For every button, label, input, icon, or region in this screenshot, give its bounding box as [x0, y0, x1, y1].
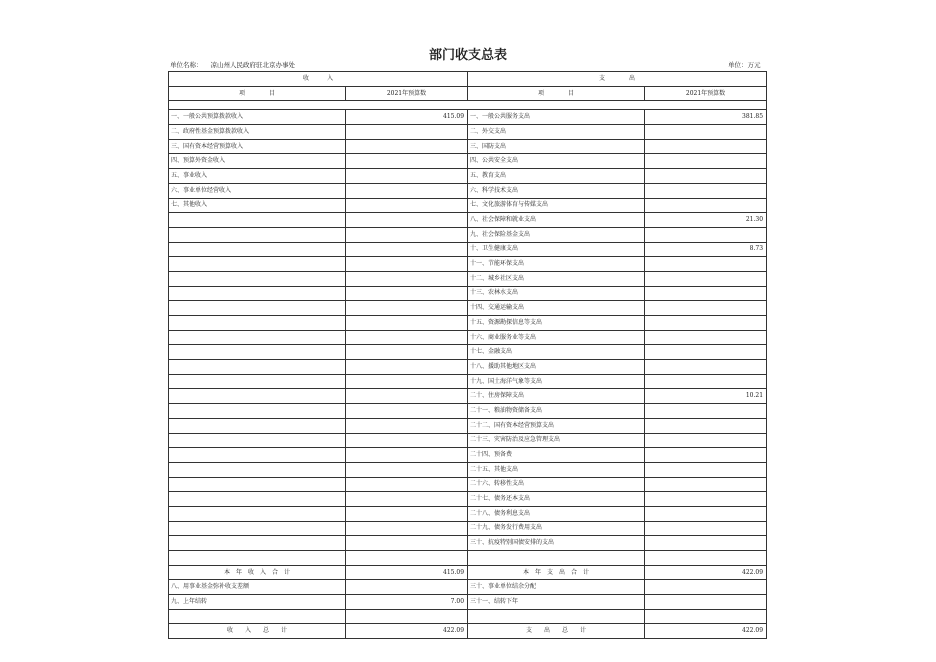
income-item-cell: 三、国有资本经营预算收入 [169, 139, 346, 154]
expense-item-cell: 八、社会保障和就业支出 [468, 213, 645, 228]
income-value-cell [346, 183, 468, 198]
table-row [169, 301, 767, 316]
income-value-cell [346, 213, 468, 228]
expense-value-cell: 381.85 [645, 110, 767, 125]
expense-item-cell: 十一、节能环保支出 [468, 257, 645, 272]
expense-value-cell [645, 183, 767, 198]
income-item-cell [169, 242, 346, 257]
income-item-cell [169, 448, 346, 463]
expense-value-cell [645, 580, 767, 595]
expense-item-cell: 二十一、粮油物资储备支出 [468, 404, 645, 419]
expense-value-cell [645, 271, 767, 286]
income-item-cell [169, 536, 346, 551]
expense-item-cell: 三十、抗疫特别国债安排的支出 [468, 536, 645, 551]
table-row [169, 227, 767, 242]
expense-item-cell [468, 551, 645, 566]
expense-value-cell [645, 316, 767, 331]
table-row [169, 345, 767, 360]
expense-item-cell: 十七、金融支出 [468, 345, 645, 360]
income-item-cell [169, 521, 346, 536]
expense-value-cell [645, 154, 767, 169]
unit-measure: 单位：万元 [728, 61, 761, 69]
expense-item-cell [468, 609, 645, 624]
unit-name-value: 凉山州人民政府驻北京办事处 [210, 61, 295, 69]
table-row [169, 492, 767, 507]
income-item-cell [169, 271, 346, 286]
income-value-cell [346, 227, 468, 242]
income-value-cell [346, 521, 468, 536]
income-item-cell: 九、上年结转 [169, 595, 346, 610]
expense-value-cell: 10.21 [645, 389, 767, 404]
header-income: 收 入 [169, 72, 468, 87]
expense-total-label: 支 出 总 计 [468, 624, 645, 639]
expense-item-cell: 二、外交支出 [468, 125, 645, 140]
income-value-cell [346, 506, 468, 521]
expense-item-cell: 一、一般公共服务支出 [468, 110, 645, 125]
expense-value-cell [645, 609, 767, 624]
budget-table [168, 71, 767, 639]
page-title: 部门收支总表 [428, 48, 507, 63]
expense-item-cell: 三、国防支出 [468, 139, 645, 154]
income-value-cell [346, 154, 468, 169]
table-row [169, 433, 767, 448]
table-row [169, 271, 767, 286]
income-value-cell [346, 139, 468, 154]
income-item-cell [169, 286, 346, 301]
expense-value-cell [645, 506, 767, 521]
income-item-cell [169, 389, 346, 404]
income-value-cell [346, 448, 468, 463]
income-item-cell [169, 227, 346, 242]
income-value-cell [346, 169, 468, 184]
table-row [169, 183, 767, 198]
expense-value-cell [645, 227, 767, 242]
income-value-cell [346, 433, 468, 448]
expense-value-cell: 8.73 [645, 242, 767, 257]
table-row [169, 551, 767, 566]
table-row [169, 154, 767, 169]
expense-item-cell: 五、教育支出 [468, 169, 645, 184]
income-item-cell: 一、一般公共预算拨款收入 [169, 110, 346, 125]
expense-value-cell [645, 521, 767, 536]
expense-value-cell [645, 404, 767, 419]
income-value-cell [346, 316, 468, 331]
expense-item-cell: 二十三、灾害防治及应急管理支出 [468, 433, 645, 448]
table-row [169, 125, 767, 140]
income-value-cell [346, 492, 468, 507]
expense-item-cell: 十五、资源勘探信息等支出 [468, 316, 645, 331]
expense-item-cell: 十九、国土海洋气象等支出 [468, 374, 645, 389]
income-item-cell: 五、事业收入 [169, 169, 346, 184]
income-item-cell [169, 213, 346, 228]
table-row [169, 462, 767, 477]
expense-total-label: 本 年 支 出 合 计 [468, 565, 645, 580]
income-value-cell [346, 330, 468, 345]
expense-item-cell: 十二、城乡社区支出 [468, 271, 645, 286]
income-value-cell [346, 418, 468, 433]
income-item-cell [169, 506, 346, 521]
income-item-cell [169, 374, 346, 389]
income-value-cell [346, 198, 468, 213]
expense-value-cell [645, 551, 767, 566]
spacer-row [169, 101, 767, 110]
table-row [169, 506, 767, 521]
income-value-cell [346, 301, 468, 316]
expense-item-cell: 六、科学技术支出 [468, 183, 645, 198]
subtotal-row [169, 565, 767, 580]
income-value-cell [346, 477, 468, 492]
expense-value-cell [645, 462, 767, 477]
table-row [169, 242, 767, 257]
expense-value-cell [645, 125, 767, 140]
expense-value-cell [645, 418, 767, 433]
expense-value-cell [645, 198, 767, 213]
table-row [169, 110, 767, 125]
income-value-cell: 7.00 [346, 595, 468, 610]
header-expense-budget: 2021年预算数 [645, 86, 767, 101]
grand-total-row [169, 624, 767, 639]
expense-value-cell [645, 301, 767, 316]
income-total-value: 422.09 [346, 624, 468, 639]
expense-value-cell [645, 536, 767, 551]
expense-value-cell [645, 595, 767, 610]
expense-value-cell [645, 477, 767, 492]
income-value-cell [346, 404, 468, 419]
expense-value-cell [645, 360, 767, 375]
expense-value-cell [645, 345, 767, 360]
income-item-cell [169, 433, 346, 448]
expense-item-cell: 二十七、债务还本支出 [468, 492, 645, 507]
income-value-cell: 415.09 [346, 110, 468, 125]
expense-item-cell: 九、社会保险基金支出 [468, 227, 645, 242]
income-item-cell [169, 462, 346, 477]
table-row [169, 595, 767, 610]
income-value-cell [346, 580, 468, 595]
table-row [169, 139, 767, 154]
income-item-cell [169, 330, 346, 345]
expense-item-cell: 二十、住房保障支出 [468, 389, 645, 404]
table-row [169, 213, 767, 228]
income-value-cell [346, 286, 468, 301]
expense-item-cell: 十四、交通运输支出 [468, 301, 645, 316]
expense-item-cell: 二十四、预备费 [468, 448, 645, 463]
income-value-cell [346, 551, 468, 566]
unit-name-line [170, 60, 295, 69]
header-expense: 支 出 [468, 72, 767, 87]
income-value-cell [346, 242, 468, 257]
table-row [169, 389, 767, 404]
expense-item-cell: 四、公共安全支出 [468, 154, 645, 169]
header-expense-item: 项 目 [468, 86, 645, 101]
income-value-cell [346, 125, 468, 140]
table-row [169, 169, 767, 184]
table-row [169, 477, 767, 492]
income-total-label: 本 年 收 入 合 计 [169, 565, 346, 580]
table-row [169, 316, 767, 331]
income-item-cell: 四、预算外资金收入 [169, 154, 346, 169]
income-item-cell [169, 609, 346, 624]
income-item-cell [169, 477, 346, 492]
income-item-cell [169, 551, 346, 566]
expense-item-cell: 三十一、结转下年 [468, 595, 645, 610]
expense-item-cell: 二十八、债务利息支出 [468, 506, 645, 521]
table-row [169, 198, 767, 213]
income-value-cell [346, 271, 468, 286]
table-row [169, 418, 767, 433]
expense-value-cell [645, 139, 767, 154]
income-item-cell: 七、其他收入 [169, 198, 346, 213]
income-value-cell [346, 609, 468, 624]
header-income-budget: 2021年预算数 [346, 86, 468, 101]
table-row [169, 521, 767, 536]
income-item-cell [169, 418, 346, 433]
income-total-value: 415.09 [346, 565, 468, 580]
expense-item-cell: 十六、商业服务业等支出 [468, 330, 645, 345]
expense-item-cell: 十三、农林水支出 [468, 286, 645, 301]
expense-item-cell: 七、文化旅游体育与传媒支出 [468, 198, 645, 213]
unit-name-label: 单位名称： [170, 61, 203, 69]
table-row [169, 257, 767, 272]
expense-value-cell [645, 433, 767, 448]
table-row [169, 536, 767, 551]
expense-value-cell [645, 286, 767, 301]
expense-item-cell: 三十、事业单位结余分配 [468, 580, 645, 595]
expense-value-cell [645, 492, 767, 507]
income-item-cell: 二、政府性基金预算拨款收入 [169, 125, 346, 140]
income-item-cell: 八、用事业基金弥补收支差额 [169, 580, 346, 595]
income-value-cell [346, 345, 468, 360]
expense-value-cell [645, 257, 767, 272]
income-value-cell [346, 360, 468, 375]
expense-value-cell [645, 448, 767, 463]
table-row [169, 404, 767, 419]
table-row [169, 360, 767, 375]
income-item-cell: 六、事业单位经营收入 [169, 183, 346, 198]
expense-item-cell: 二十六、转移性支出 [468, 477, 645, 492]
expense-value-cell: 21.30 [645, 213, 767, 228]
income-item-cell [169, 301, 346, 316]
header-row-1 [169, 72, 767, 87]
header-income-item: 项 目 [169, 86, 346, 101]
table-row [169, 374, 767, 389]
income-item-cell [169, 404, 346, 419]
header-row-2 [169, 86, 767, 101]
income-item-cell [169, 316, 346, 331]
income-value-cell [346, 462, 468, 477]
income-item-cell [169, 492, 346, 507]
income-value-cell [346, 374, 468, 389]
table-row [169, 448, 767, 463]
income-item-cell [169, 345, 346, 360]
expense-item-cell: 二十九、债务发行费用支出 [468, 521, 645, 536]
expense-item-cell: 十、卫生健康支出 [468, 242, 645, 257]
income-value-cell [346, 536, 468, 551]
expense-value-cell [645, 330, 767, 345]
income-item-cell [169, 257, 346, 272]
expense-total-value: 422.09 [645, 624, 767, 639]
expense-value-cell [645, 374, 767, 389]
expense-item-cell: 十八、援助其他地区支出 [468, 360, 645, 375]
expense-item-cell: 二十二、国有资本经营预算支出 [468, 418, 645, 433]
table-row [169, 286, 767, 301]
expense-value-cell [645, 169, 767, 184]
expense-total-value: 422.09 [645, 565, 767, 580]
table-row [169, 580, 767, 595]
income-value-cell [346, 257, 468, 272]
income-item-cell [169, 360, 346, 375]
expense-item-cell: 二十五、其他支出 [468, 462, 645, 477]
table-row [169, 330, 767, 345]
table-row [169, 609, 767, 624]
income-value-cell [346, 389, 468, 404]
income-total-label: 收 入 总 计 [169, 624, 346, 639]
